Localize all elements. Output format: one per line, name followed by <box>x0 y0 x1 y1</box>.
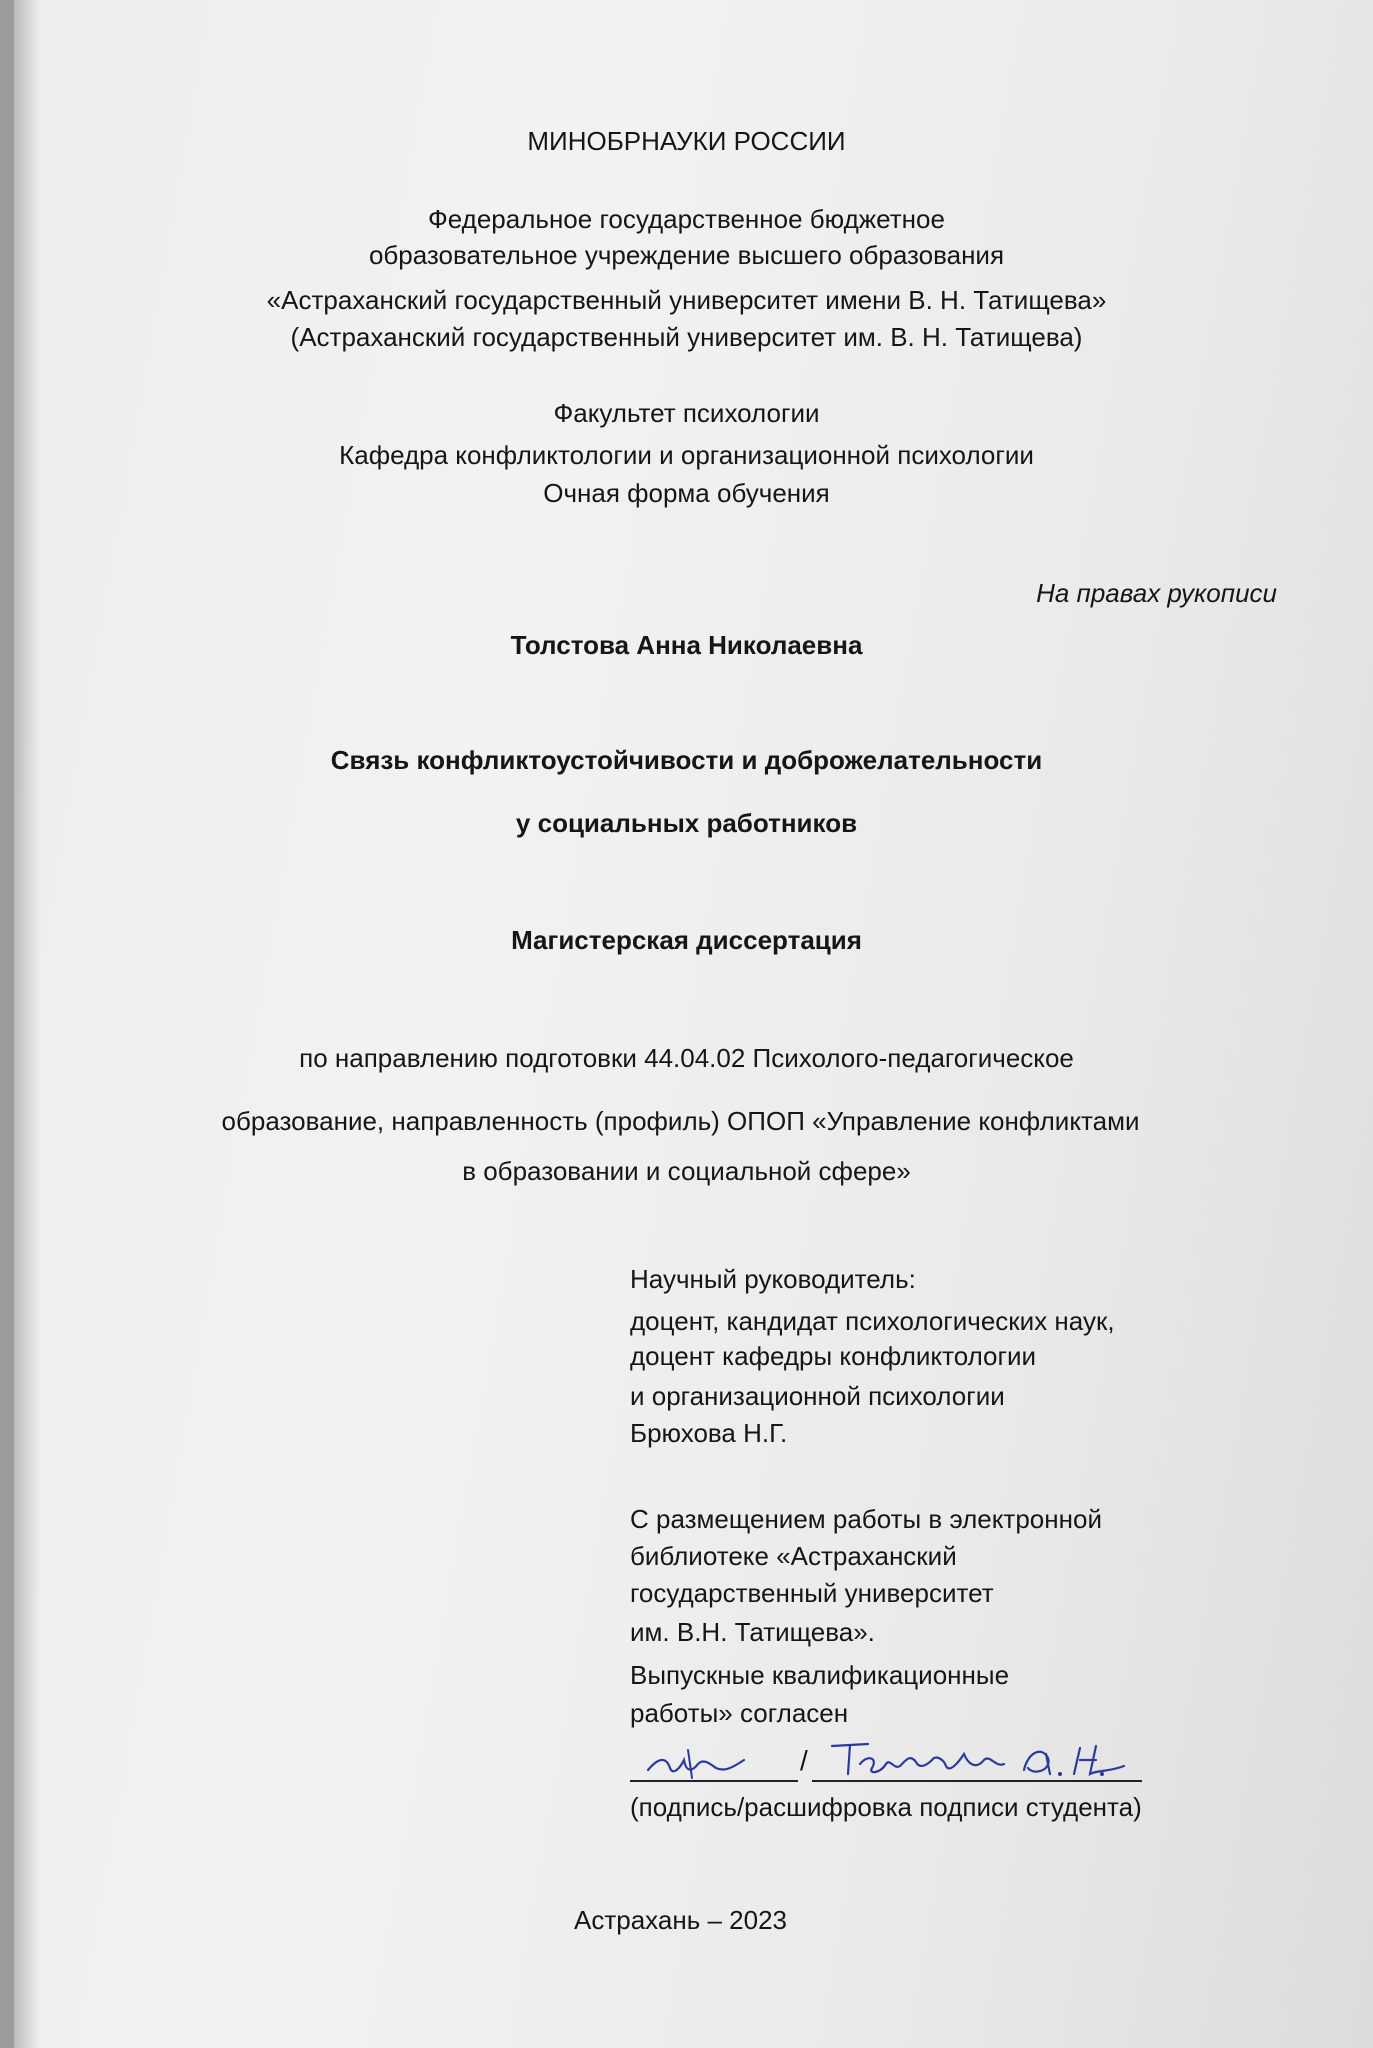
author-name: Толстова Анна Николаевна <box>510 630 863 660</box>
supervisor-heading: Научный руководитель: <box>630 1264 916 1294</box>
direction-line-3: в образовании и социальной сфере» <box>462 1156 911 1186</box>
student-signature-image <box>640 1738 760 1788</box>
department-name: Кафедра конфликтологии и организационной психологии <box>339 440 1034 470</box>
supervisor-position-1: доцент кафедры конфликтологии <box>630 1341 1037 1371</box>
student-name-handwritten-image <box>828 1730 1148 1788</box>
consent-line-5: Выпускные квалификационные <box>630 1660 1010 1690</box>
consent-line-3: государственный университет <box>630 1578 994 1608</box>
ministry-name: МИНОБРНАУКИ РОССИИ <box>527 126 846 156</box>
manuscript-note: На правах рукописи <box>1036 578 1277 608</box>
consent-line-4: им. В.Н. Татищева». <box>630 1617 875 1647</box>
signature-separator: / <box>800 1745 808 1776</box>
institution-line-1: Федеральное государственное бюджетное <box>428 204 945 234</box>
supervisor-degree: доцент, кандидат психологических наук, <box>630 1306 1115 1336</box>
institution-line-4: (Астраханский государственный университет им. В. Н. Татищева) <box>290 322 1083 352</box>
thesis-title-line-2: у социальных работников <box>515 808 858 838</box>
direction-line-2: образование, направленность (профиль) ОПОП «Управление конфликтами <box>221 1106 1140 1136</box>
institution-line-2: образовательное учреждение высшего образования <box>368 240 1005 270</box>
faculty-name: Факультет психологии <box>553 398 820 428</box>
signature-caption: (подпись/расшифровка подписи студента) <box>630 1792 1142 1822</box>
direction-line-1: по направлению подготовки 44.04.02 Психолого-педагогическое <box>299 1043 1074 1073</box>
study-form: Очная форма обучения <box>543 478 830 508</box>
institution-line-3: «Астраханский государственный университет имени В. Н. Татищева» <box>266 285 1107 315</box>
consent-line-6: работы» согласен <box>630 1698 849 1728</box>
work-type: Магистерская диссертация <box>511 925 862 955</box>
consent-line-2: библиотеке «Астраханский <box>630 1541 957 1571</box>
thesis-title-line-1: Связь конфликтоустойчивости и доброжелательности <box>330 745 1043 775</box>
supervisor-name: Брюхова Н.Г. <box>630 1418 788 1448</box>
city-year: Астрахань – 2023 <box>574 1905 787 1935</box>
supervisor-position-2: и организационной психологии <box>630 1381 1005 1411</box>
consent-line-1: С размещением работы в электронной <box>630 1504 1102 1534</box>
